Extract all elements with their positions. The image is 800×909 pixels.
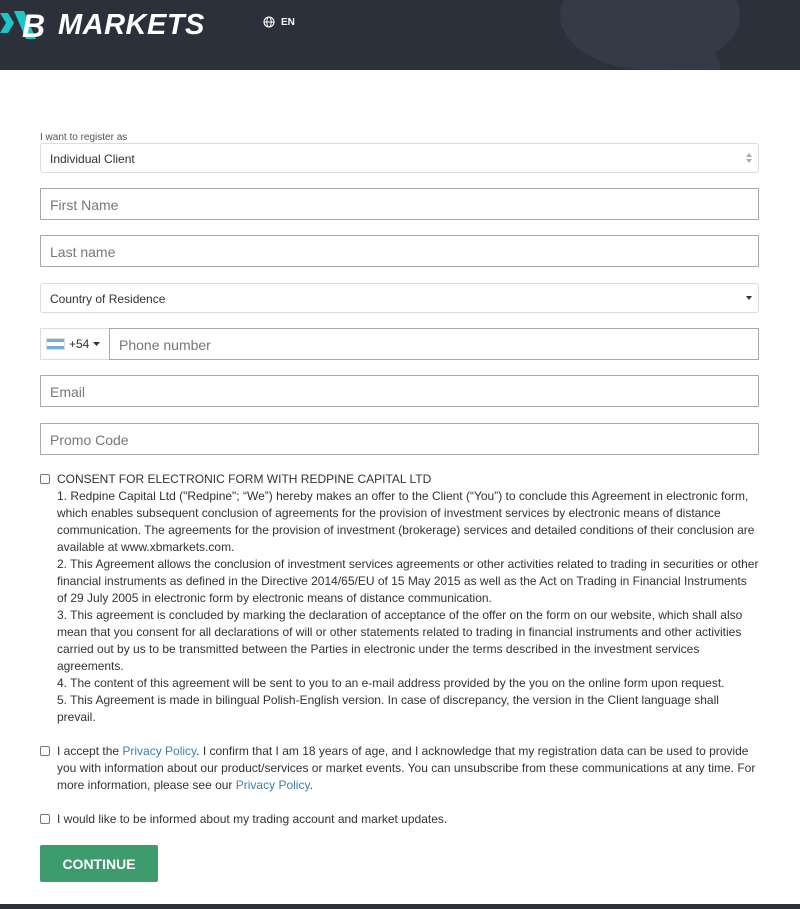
consent-checkbox[interactable] — [40, 474, 50, 484]
register-as-select[interactable] — [40, 143, 759, 173]
privacy-checkbox[interactable] — [40, 746, 50, 756]
consent-title: CONSENT FOR ELECTRONIC FORM WITH REDPINE CAPITAL LTD — [57, 472, 432, 486]
privacy-text-mid: . I confirm that I am 18 years of age, and I acknowledge that my registration data can be used to provide you with information about our product/services or market events. You can unsubscribe from these communications at any time. For more information, please see our — [57, 744, 756, 792]
consent-text — [57, 471, 759, 726]
country-select[interactable] — [40, 283, 759, 313]
brand-logo[interactable] — [0, 7, 205, 43]
register-as-value: Individual Client — [50, 152, 135, 166]
country-code-selector[interactable] — [40, 328, 109, 360]
updates-block — [40, 811, 759, 828]
globe-icon — [263, 16, 275, 28]
privacy-block — [40, 743, 759, 794]
updates-label: I would like to be informed about my trading account and market updates. — [57, 812, 448, 826]
privacy-policy-link[interactable]: Privacy Policy — [122, 744, 197, 758]
consent-paragraph-2: 2. This Agreement allows the conclusion of investment services agreements or other activities related to trading in securities or other financial instruments as defined in the Directive 2014/65/EU of 15 May 2015 as well as the Act on Trading in Financial Instruments of 29 July 2005 in electronic form by electronic means of distance communication. — [57, 557, 759, 605]
updates-checkbox[interactable] — [40, 814, 50, 824]
caret-down-icon — [746, 296, 752, 300]
last-name-placeholder: Last name — [50, 244, 116, 260]
consent-paragraph-4: 4. The content of this agreement will be sent to you to an e-mail address provided by the you on the online form upon request. — [57, 676, 725, 690]
phone-placeholder: Phone number — [119, 337, 211, 353]
country-code: +54 — [69, 337, 90, 351]
argentina-flag-icon — [46, 338, 65, 350]
consent-block — [40, 471, 759, 726]
caret-down-icon — [93, 342, 100, 346]
phone-field — [40, 328, 759, 360]
privacy-policy-link[interactable]: Privacy Policy — [235, 778, 310, 792]
brand-name: MARKETS — [58, 8, 205, 41]
country-placeholder: Country of Residence — [50, 292, 166, 306]
first-name-placeholder: First Name — [50, 197, 119, 213]
top-header — [0, 0, 800, 70]
last-name-input[interactable] — [40, 235, 759, 267]
first-name-input[interactable] — [40, 188, 759, 220]
email-placeholder: Email — [50, 384, 86, 400]
promo-code-input[interactable] — [40, 423, 759, 455]
language-code: EN — [281, 16, 295, 28]
email-input[interactable] — [40, 375, 759, 407]
privacy-text-post: . — [309, 778, 313, 792]
svg-text:B: B — [22, 8, 46, 43]
continue-button[interactable]: CONTINUE — [40, 845, 158, 882]
consent-paragraph-1: 1. Redpine Capital Ltd ("Redpine"; “We”) hereby makes an offer to the Client (“You”) to conclude this Agreement in electronic form, which enables subsequent conclusion of agreements for the provision of investment services by electronic means of distance communication. The agreements for the provision of investment (brokerage) services and detailed conditions of their conclusion are available at www.xbmarkets.com. — [57, 489, 755, 554]
register-as-label: I want to register as — [40, 132, 128, 143]
consent-paragraph-5: 5. This Agreement is made in bilingual Polish-English version. In case of discrepancy, the version in the Client language shall prevail. — [57, 693, 719, 724]
promo-placeholder: Promo Code — [50, 432, 129, 448]
xb-logo-icon — [0, 7, 58, 43]
consent-paragraph-3: 3. This agreement is concluded by marking the declaration of acceptance of the offer on the form on our website, which shall also mean that you consent for all declarations of will or other statements related to trading in financial instruments and other activities carried out by us to be transmitted between the Parties in electronic under the terms described in the investment services agreements. — [57, 608, 743, 673]
phone-input[interactable] — [109, 328, 759, 360]
sort-arrows-icon — [746, 152, 752, 164]
language-selector[interactable] — [263, 16, 295, 28]
bottom-bar — [0, 904, 800, 909]
privacy-text — [57, 743, 759, 794]
privacy-text-pre: I accept the — [57, 744, 123, 758]
